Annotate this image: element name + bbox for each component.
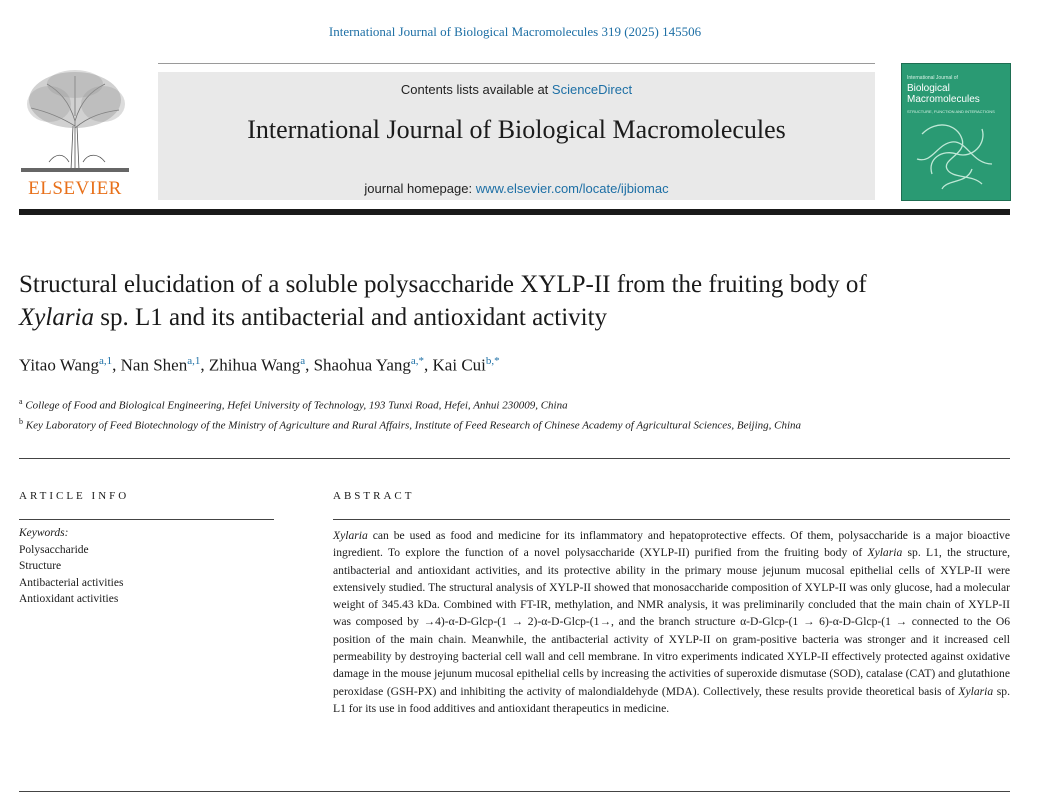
cover-title: [907, 83, 980, 105]
affiliation-marker: b: [19, 416, 23, 426]
affiliation-b: [19, 414, 879, 434]
paper-title: [19, 268, 899, 334]
abstract-rule: [333, 519, 1010, 520]
abstract-italic-mid: Xylaria: [867, 546, 903, 560]
abstract-heading: ABSTRACT: [333, 490, 415, 502]
author-name[interactable]: Kai Cui: [432, 355, 486, 375]
keywords-block: [19, 525, 274, 608]
elsevier-logo[interactable]: [19, 66, 131, 200]
cover-title-line2: Macromolecules: [907, 94, 980, 105]
author-affiliation-marker[interactable]: a: [300, 355, 306, 367]
elsevier-wordmark: ELSEVIER: [28, 178, 122, 199]
author-name[interactable]: Yitao Wang: [19, 355, 100, 375]
keywords-label: Keywords:: [19, 527, 69, 539]
author-separator: ,: [305, 355, 314, 375]
author-separator: ,: [424, 355, 433, 375]
journal-cover-thumbnail[interactable]: [901, 63, 1011, 201]
affiliation-text: Key Laboratory of Feed Biotechnology of the Ministry of Agriculture and Rural Affairs, Institute of Feed Research of Chinese Academy of Agricultural Sciences, Beijing, China: [25, 419, 802, 432]
journal-header-box: [158, 72, 875, 200]
title-italic: Xylaria: [19, 304, 94, 331]
contents-line: [158, 82, 875, 97]
author-affiliation-marker[interactable]: a,1: [187, 355, 201, 367]
homepage-prefix: journal homepage:: [364, 181, 476, 196]
affiliation-a: [19, 394, 879, 414]
cover-small-text: International Journal of: [907, 75, 958, 81]
author-affiliation-marker[interactable]: a,1: [99, 355, 113, 367]
cover-title-line1: Biological: [907, 83, 950, 94]
journal-citation-link[interactable]: International Journal of Biological Macromolecules 319 (2025) 145506: [328, 24, 702, 39]
article-info-heading: ARTICLE INFO: [19, 490, 130, 502]
author-separator: ,: [200, 355, 209, 375]
abstract-body: [333, 527, 1010, 717]
affiliation-marker: a: [19, 397, 23, 406]
sciencedirect-link[interactable]: ScienceDirect: [551, 82, 633, 97]
keyword-item: Structure: [19, 560, 62, 572]
cover-protein-art-icon: [912, 114, 1000, 194]
keyword-item: Polysaccharide: [19, 543, 89, 556]
affiliations: [19, 394, 879, 433]
keyword-item: Antioxidant activities: [19, 593, 119, 605]
journal-title: International Journal of Biological Macromolecules: [247, 115, 786, 144]
keyword-item: Antibacterial activities: [19, 576, 124, 589]
elsevier-tree-icon: [19, 66, 131, 174]
bottom-rule: [19, 791, 1010, 792]
abstract-text-2: sp. L1, the structure, antibacterial and antioxidant activities, and its protective ability in the primary mouse jejunum mucosal epithelial cells of XYLP-II were extensively studied. The structural analysis of XYLP-II showed that monosaccharide composition of XYLP-II was only glucose, had a molecular weight of 345.43 kDa. Combined with FT-IR, methylation, and NMR analysis, it was preliminarily concluded that the main chain of XYLP-II was composed by →4)-α-D-Glcp-(1 → 2)-α-D-Glcp-(1→, and the branch structure α-D-Glcp-(1 → 6)-α-D-Glcp-(1 → connected to the O6 position of the main chain. Meanwhile, the antibacterial activity of XYLP-II on gram-positive bacteria was stronger and it increased cell permeability by destroying bacterial cell wall and cell membrane. In vitro experiments indicated XYLP-II effectively protected against oxidative damage in the mouse jejunum mucosal epithelial cells by increasing the activities of superoxide dismutase (SOD), catalase (CAT) and glutathione peroxidase (GSH-PX) and inhibiting the activity of malondialdehyde (MDA). Collectively, these results provide theoretical basis of: [333, 546, 1010, 698]
abstract-text-3: sp. L1 for its use in food additives and antioxidant therapeutics in medicine.: [333, 684, 1010, 715]
author-list: [19, 355, 919, 376]
section-divider: [19, 458, 1010, 459]
cover-subtitle: STRUCTURE, FUNCTION AND INTERACTIONS: [907, 109, 995, 114]
author-affiliation-marker[interactable]: a,*: [410, 355, 425, 367]
author-name[interactable]: Zhihua Wang: [208, 355, 301, 375]
author-affiliation-marker[interactable]: b,*: [485, 355, 500, 367]
abstract-text-1: can be used as food and medicine for its inflammatory and hepatoprotective effects. Of them, polysaccharide is a major bioactive ingredient. To explore the function of a novel polysaccharide (XYLP-II) purified from the fruiting body of: [333, 529, 1010, 560]
author-separator: ,: [112, 355, 121, 375]
homepage-line: [158, 181, 875, 196]
abstract-italic-end: Xylaria: [958, 684, 994, 698]
author-name[interactable]: Shaohua Yang: [313, 355, 411, 375]
header-top-rule: [158, 63, 875, 64]
affiliation-text: College of Food and Biological Engineering, Hefei University of Technology, 193 Tunxi Road, Hefei, Anhui 230009, China: [25, 399, 568, 412]
title-part2: sp. L1 and its antibacterial and antioxidant activity: [94, 304, 608, 331]
contents-prefix: Contents lists available at: [400, 82, 552, 97]
abstract-italic-start: Xylaria: [333, 529, 368, 542]
journal-homepage-link[interactable]: www.elsevier.com/locate/ijbiomac: [475, 181, 669, 196]
article-info-rule: [19, 519, 274, 520]
header-thick-rule: [19, 209, 1010, 215]
title-part1: Structural elucidation of a soluble polysaccharide XYLP-II from the fruiting body of: [19, 271, 867, 298]
author-name[interactable]: Nan Shen: [120, 355, 188, 375]
